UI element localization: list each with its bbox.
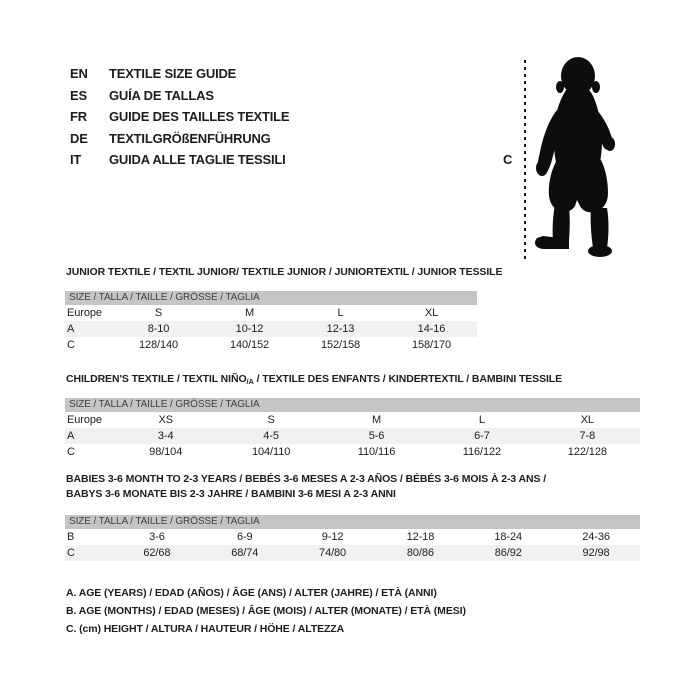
cell: 14-16 — [417, 323, 446, 335]
table-row-europe — [65, 305, 477, 321]
cell: 24-36 — [582, 531, 610, 543]
language-code: FR — [70, 109, 87, 124]
language-code: ES — [70, 87, 87, 103]
table-row-height — [65, 337, 477, 353]
cell: 74/80 — [319, 547, 347, 559]
table-row-age-years — [65, 321, 477, 337]
cell: 5-6 — [368, 430, 385, 442]
cell: 158/170 — [411, 339, 452, 351]
cell: 110/116 — [357, 446, 396, 458]
babies-title-line1: BABIES 3-6 MONTH TO 2-3 YEARS / BEBÉS 3-6 MESES A 2-3 AÑOS / BÉBÉS 3-6 MOIS À 2-3 ANS / — [66, 473, 547, 485]
cell: L — [478, 414, 485, 426]
note-height: C. (cm) HEIGHT / ALTURA / HAUTEUR / HÖHE / ALTEZZA — [66, 623, 345, 635]
children-table-title — [66, 372, 562, 387]
junior-size-table — [65, 291, 477, 353]
language-code: EN — [70, 66, 88, 81]
cell: 152/158 — [320, 339, 361, 351]
cell: XL — [580, 414, 594, 426]
language-label: GUIDA ALLE TAGLIE TESSILI — [109, 152, 286, 167]
note-age-months: B. AGE (MONTHS) / EDAD (MESES) / ÂGE (MOIS) / ALTER (MONATE) / ETÀ (MESI) — [66, 605, 466, 617]
table-row-age-years — [65, 428, 640, 444]
row-label: C — [67, 339, 75, 351]
cell: 122/128 — [567, 446, 607, 458]
table-row-age-months — [65, 529, 640, 545]
language-label: TEXTILE SIZE GUIDE — [109, 66, 237, 81]
language-label: TEXTILGRÖßENFÜHRUNG — [109, 130, 271, 146]
cell: 10-12 — [235, 323, 264, 335]
height-dotted-line — [524, 60, 526, 261]
cell: 68/74 — [231, 547, 259, 559]
cell: 62/68 — [143, 547, 171, 559]
cell: 6-9 — [236, 531, 253, 543]
language-row-en — [70, 63, 289, 85]
children-title-suffix: / TEXTILE DES ENFANTS / KINDERTEXTIL / BAMBINI TESSILE — [253, 373, 563, 385]
children-size-table — [65, 398, 640, 460]
cell: M — [244, 307, 255, 319]
row-label: A — [67, 323, 75, 335]
cell: 12-13 — [326, 323, 355, 335]
cell: S — [267, 414, 275, 426]
cell: 98/104 — [149, 446, 183, 458]
cell: 9-12 — [321, 531, 344, 543]
language-code: IT — [70, 152, 82, 167]
legend-notes — [66, 584, 466, 638]
children-title-sub: /A — [246, 377, 254, 386]
cell: XL — [424, 307, 439, 319]
row-label: A — [67, 430, 75, 442]
cell: XS — [158, 414, 173, 426]
babies-table-title — [66, 472, 546, 502]
babies-title-line2: BABYS 3-6 MONATE BIS 2-3 JAHRE / BAMBINI 3-6 MESI A 2-3 ANNI — [66, 488, 396, 500]
language-row-es — [70, 85, 289, 107]
cell: 3-6 — [149, 531, 165, 543]
cell: 4-5 — [263, 430, 279, 442]
row-label: C — [67, 547, 75, 559]
cell: 116/122 — [462, 446, 502, 458]
language-list — [70, 63, 289, 171]
babies-size-table — [65, 515, 640, 561]
cell: 6-7 — [474, 430, 490, 442]
row-label: Europe — [67, 414, 102, 426]
language-row-fr — [70, 106, 289, 128]
language-label: GUÍA DE TALLAS — [109, 87, 214, 103]
cell: M — [371, 414, 382, 426]
language-row-it — [70, 149, 289, 171]
cell: 128/140 — [138, 339, 179, 351]
language-row-de — [70, 128, 289, 150]
cell: 7-8 — [579, 430, 596, 442]
cell: 12-18 — [406, 531, 435, 543]
height-measure-label: C — [503, 152, 513, 167]
cell: L — [337, 307, 344, 319]
cell: 104/110 — [251, 446, 291, 458]
cell: 92/98 — [582, 547, 610, 559]
table-row-height — [65, 444, 640, 460]
table-row-height — [65, 545, 640, 561]
children-title-prefix: CHILDREN'S TEXTILE / TEXTIL NIÑO — [66, 373, 247, 385]
size-header-bar: SIZE / TALLA / TAILLE / GRÖSSE / TAGLIA — [65, 515, 640, 529]
language-label: GUIDE DES TAILLES TEXTILE — [109, 109, 290, 124]
cell: 8-10 — [147, 323, 170, 335]
row-label: Europe — [67, 307, 102, 319]
cell: 80/86 — [406, 547, 434, 559]
cell: 3-4 — [157, 430, 174, 442]
row-label: B — [67, 531, 75, 543]
toddler-silhouette-icon — [533, 56, 619, 260]
cell: S — [154, 307, 163, 319]
cell: 18-24 — [494, 531, 523, 543]
cell: 86/92 — [494, 547, 522, 559]
row-label: C — [67, 446, 75, 458]
table-row-europe — [65, 412, 640, 428]
size-header-bar: SIZE / TALLA / TAILLE / GRÖSSE / TAGLIA — [65, 291, 477, 305]
language-code: DE — [70, 130, 88, 146]
note-age-years: A. AGE (YEARS) / EDAD (AÑOS) / ÂGE (ANS) / ALTER (JAHRE) / ETÀ (ANNI) — [66, 587, 437, 599]
size-header-bar: SIZE / TALLA / TAILLE / GRÖSSE / TAGLIA — [65, 398, 640, 412]
cell: 140/152 — [229, 339, 270, 351]
junior-table-title: JUNIOR TEXTILE / TEXTIL JUNIOR/ TEXTILE JUNIOR / JUNIORTEXTIL / JUNIOR TESSILE — [66, 266, 503, 278]
